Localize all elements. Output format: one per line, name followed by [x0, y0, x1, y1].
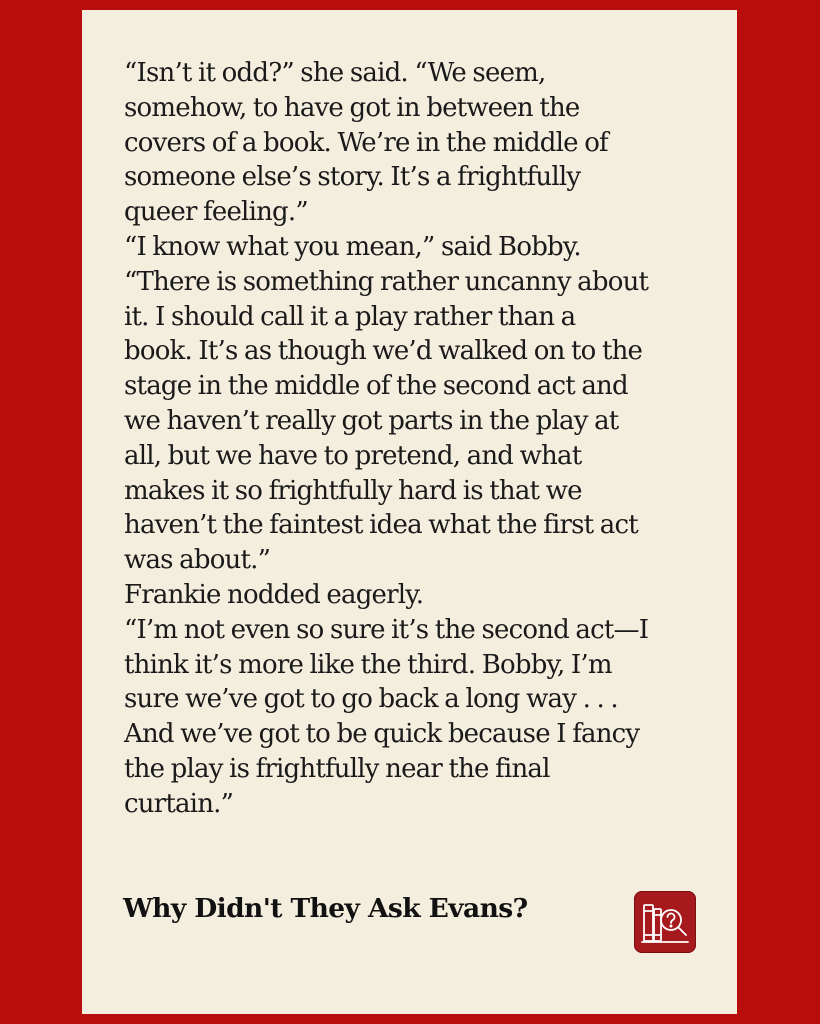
quote-line: it. I should call it a play rather than a: [124, 301, 576, 332]
quote-line: was about.”: [124, 545, 271, 576]
quote-line: queer feeling.”: [124, 197, 308, 228]
quote-line: curtain.”: [124, 788, 234, 819]
quote-line: stage in the middle of the second act and: [124, 371, 628, 402]
books-magnifier-icon: [634, 891, 696, 953]
quote-line: think it’s more like the third. Bobby, I’m: [124, 649, 612, 680]
quote-line: “Isn’t it odd?” she said. “We seem,: [124, 58, 546, 88]
quote-line: haven’t the faintest idea what the first act: [124, 510, 638, 541]
quote-line: somehow, to have got in between the: [124, 92, 580, 123]
quote-line: “There is something rather uncanny about: [124, 266, 649, 297]
quote-line: book. It’s as though we’d walked on to the: [124, 336, 643, 367]
quote-line: we haven’t really got parts in the play at: [124, 405, 619, 436]
quote-line: And we’ve got to be quick because I fancy: [124, 719, 640, 750]
quote-line: sure we’ve got to go back a long way . . .: [124, 684, 618, 715]
quote-line: someone else’s story. It’s a frightfully: [124, 162, 581, 193]
quote-line: “I know what you mean,” said Bobby.: [124, 231, 581, 262]
quote-text: [124, 56, 724, 822]
book-title: Why Didn't They Ask Evans?: [123, 893, 528, 924]
quote-line: Frankie nodded eagerly.: [124, 579, 424, 610]
quote-line: all, but we have to pretend, and what: [124, 440, 582, 471]
quote-line: makes it so frightfully hard is that we: [124, 475, 582, 506]
quote-card: [82, 10, 737, 1014]
quote-line: “I’m not even so sure it’s the second act—I: [124, 614, 649, 645]
quote-line: covers of a book. We’re in the middle of: [124, 127, 608, 158]
quote-line: the play is frightfully near the final: [124, 753, 550, 784]
